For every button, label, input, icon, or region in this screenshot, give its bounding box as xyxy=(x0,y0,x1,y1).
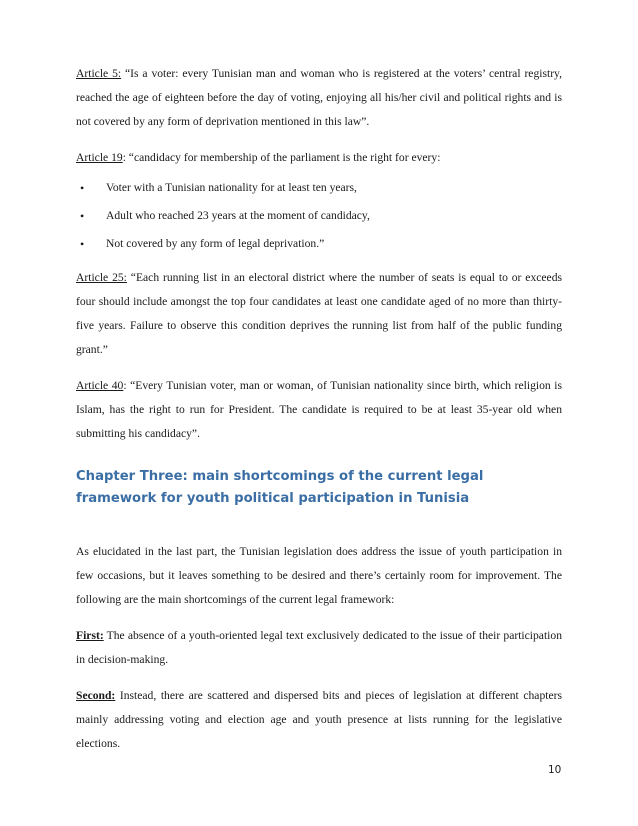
list-item xyxy=(76,232,562,256)
chapter-heading: Chapter Three: main shortcomings of the current legal framework for youth political participation in Tunisia xyxy=(76,469,484,506)
second-shortcoming-paragraph xyxy=(76,684,562,756)
page-number: 10 xyxy=(548,764,562,776)
article-40-label: Article 40 xyxy=(76,379,124,392)
bullet-icon: • xyxy=(80,209,85,223)
bullet-icon: • xyxy=(80,181,85,195)
list-item-text: Not covered by any form of legal deprivation.” xyxy=(106,237,325,250)
first-shortcoming-paragraph xyxy=(76,624,562,672)
list-item xyxy=(76,204,562,228)
article-40-text: : “Every Tunisian voter, man or woman, of Tunisian nationality since birth, which religion is Islam, has the right to run for President. The candidate is required to be at least 35-year old when submitting his candidacy”. xyxy=(76,379,562,440)
article-5-paragraph xyxy=(76,62,562,134)
list-item-text: Voter with a Tunisian nationality for at least ten years, xyxy=(106,181,357,194)
second-label: Second: xyxy=(76,689,116,702)
intro-paragraph: As elucidated in the last part, the Tunisian legislation does address the issue of youth participation in few occasions, but it leaves something to be desired and there’s certainly room for improvement. The following are the main shortcomings of the current legal framework: xyxy=(76,545,562,606)
second-text: Instead, there are scattered and dispersed bits and pieces of legislation at different chapters mainly addressing voting and election age and youth presence at lists running for the legislative elections. xyxy=(76,689,562,750)
article-40-paragraph xyxy=(76,374,562,446)
article-19-paragraph xyxy=(76,146,562,170)
first-label: First: xyxy=(76,629,104,642)
article-25-paragraph xyxy=(76,266,562,362)
first-text: The absence of a youth-oriented legal text exclusively dedicated to the issue of their participation in decision-making. xyxy=(76,629,562,666)
article-5-text: “Is a voter: every Tunisian man and woman who is registered at the voters’ central registry, reached the age of eighteen before the day of voting, enjoying all his/her civil and political rights and is not covered by any form of deprivation mentioned in this law”. xyxy=(76,67,563,128)
document-page xyxy=(76,62,562,756)
candidacy-conditions-list xyxy=(76,176,562,256)
article-19-label: Article 19 xyxy=(76,151,123,164)
article-25-text: “Each running list in an electoral district where the number of seats is equal to or exceeds four should include amongst the top four candidates at least one candidate aged of no more than thirty-five years. Failure to observe this condition deprives the running list from half of the public funding grant.” xyxy=(76,271,562,356)
list-item-text: Adult who reached 23 years at the moment of candidacy, xyxy=(106,209,370,222)
article-25-label: Article 25: xyxy=(76,271,127,284)
article-19-text: : “candidacy for membership of the parliament is the right for every: xyxy=(122,151,441,164)
bullet-icon: • xyxy=(80,237,85,251)
article-5-label: Article 5: xyxy=(76,67,122,80)
list-item xyxy=(76,176,562,200)
